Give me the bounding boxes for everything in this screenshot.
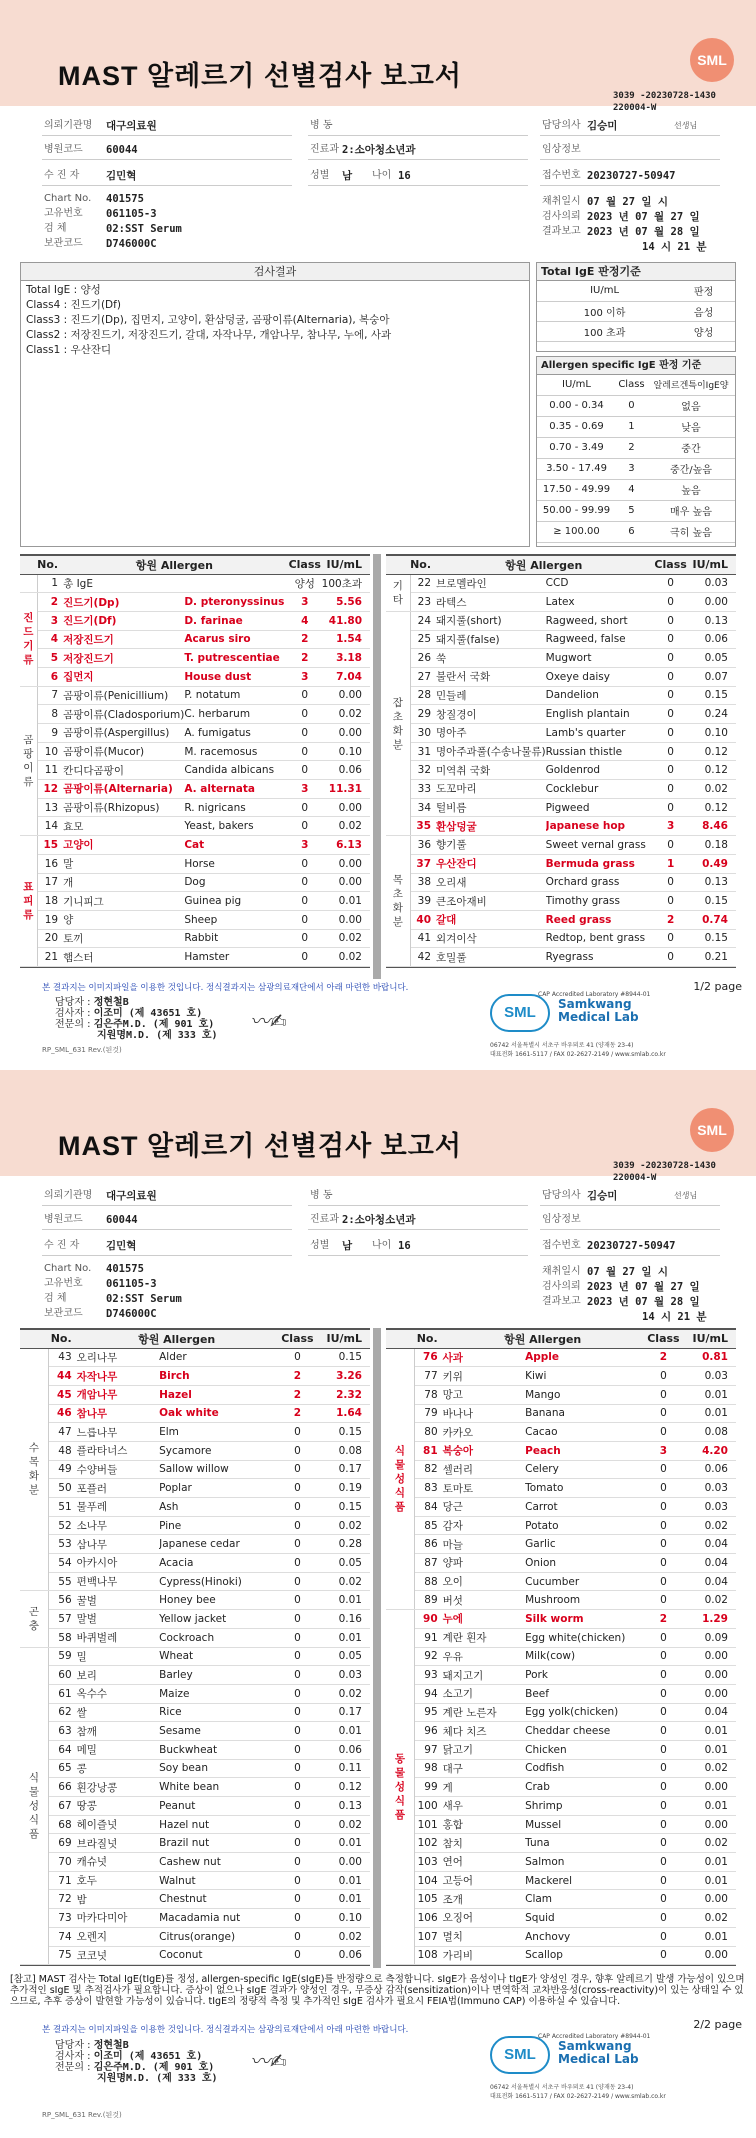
allergen-row: 89 버섯 Mushroom 0 0.02: [386, 1591, 736, 1610]
allergen-table-header: No. 항원 Allergen Class IU/mL: [20, 1330, 370, 1348]
signatures: 담당자 : 정현철B 검사자 : 이조미 (제 43651 호) 전문의 : 김은주M.D. (제 901 호) 지원명M.D. (제 333 호): [55, 997, 218, 1041]
lab-name: Samkwang Medical Lab: [558, 2039, 639, 2066]
allergen-row: 3 진드기(Df) D. farinae 4 41.80: [20, 611, 370, 630]
allergen-row: 95 계란 노른자 Egg yolk(chicken) 0 0.04: [386, 1703, 736, 1722]
image-file-note: 본 결과지는 이미지파일을 이용한 것입니다. 정식결과지는 삼광의료재단에서 아래 마련한 바랍니다.: [42, 2025, 409, 2035]
result-lines: Total IgE : 양성 Class4 : 진드기(Df) Class3 : 진드기(Dp), 집먼지, 고양이, 환삼덩굴, 곰팡이류(Alternaria), 복숭아 Class2 : 저장진드기, 저장진드기, 갈대, 자작나무, 개암나무, 참나무, 누에, 사과 Class1 : 우산잔디: [26, 284, 392, 356]
allergen-row: 99 게 Crab 0 0.00: [386, 1778, 736, 1797]
allergen-row: 108 가리비 Scallop 0 0.00: [386, 1946, 736, 1965]
allergen-row: 식 물 성 식 품 76 사과 Apple 2 0.81: [386, 1348, 736, 1367]
allergen-row: 73 마카다미아 Macadamia nut 0 0.10: [20, 1909, 370, 1928]
allergen-row: 8 곰팡이류(Cladosporium) C. herbarum 0 0.02: [20, 705, 370, 724]
allergen-row: 52 소나무 Pine 0 0.02: [20, 1516, 370, 1535]
allergen-row: 1 총 IgE 양성 100초과: [20, 574, 370, 593]
allergen-row: 82 셀러리 Celery 0 0.06: [386, 1460, 736, 1479]
report-number: 3039 -20230728-1430 220004-W: [613, 1161, 716, 1183]
allergen-row: 10 곰팡이류(Mucor) M. racemosus 0 0.10: [20, 742, 370, 761]
allergen-row: 77 키위 Kiwi 0 0.03: [386, 1367, 736, 1386]
allergen-row: 68 헤이즐넛 Hazel nut 0 0.02: [20, 1815, 370, 1834]
allergen-row: 6 집먼지 House dust 3 7.04: [20, 667, 370, 686]
allergen-row: 74 오렌지 Citrus(orange) 0 0.02: [20, 1927, 370, 1946]
allergen-row: 11 칸디다곰팡이 Candida albicans 0 0.06: [20, 761, 370, 780]
signature-scribble: 〰✍: [250, 2049, 287, 2073]
allergen-row: 62 쌀 Rice 0 0.17: [20, 1703, 370, 1722]
allergen-row: 91 계란 흰자 Egg white(chicken) 0 0.09: [386, 1628, 736, 1647]
allergen-row: 88 오이 Cucumber 0 0.04: [386, 1572, 736, 1591]
page-number: 2/2 page: [693, 2018, 742, 2031]
allergen-row: 5 저장진드기 T. putrescentiae 2 3.18: [20, 649, 370, 668]
allergen-row: 28 민들레 Dandelion 0 0.15: [386, 686, 736, 705]
allergen-row: 13 곰팡이류(Rhizopus) R. nigricans 0 0.00: [20, 798, 370, 817]
allergen-group-label: 진 드 기 류: [20, 593, 37, 686]
allergen-row: 19 양 Sheep 0 0.00: [20, 910, 370, 929]
image-file-note: 본 결과지는 이미지파일을 이용한 것입니다. 정식결과지는 삼광의료재단에서 아래 마련한 바랍니다.: [42, 983, 409, 993]
allergen-group-label: [20, 574, 37, 593]
allergen-row: 35 환삼덩굴 Japanese hop 3 8.46: [386, 817, 736, 836]
allergen-row: 25 돼지풀(false) Ragweed, false 0 0.06: [386, 630, 736, 649]
allergen-group-label: 기 타: [386, 574, 410, 611]
allergen-row: 46 참나무 Oak white 2 1.64: [20, 1404, 370, 1423]
sml-badge: SML: [690, 1108, 734, 1152]
allergen-row: 곰 팡 이 류 7 곰팡이류(Penicillium) P. notatum 0 0.00: [20, 686, 370, 705]
report-title: MAST 알레르기 선별검사 보고서: [58, 61, 462, 91]
allergen-table-header: No. 항원 Allergen Class IU/mL: [20, 556, 370, 574]
allergen-row: 진 드 기 류 2 진드기(Dp) D. pteronyssinus 3 5.56: [20, 593, 370, 612]
signature-scribble: 〰✍: [250, 1009, 287, 1033]
report-page-1: MAST 알레르기 선별검사 보고서 SML 3039 -20230728-1430 220004-W 의뢰기관명 대구의료원 병원코드 60044 수 진 자 김민혁 Chart No. 401575 고유번호 061105-3 검 체 02:SST Serum 보관코드 D746000C 병 동 진료과 2:소아청소년과 성별 남 나이 16 담당의사 김승미 선생님 임상정보 접수번호 20230727-50947 채취일시 07 월 27 일 시 검사의뢰 2023 년 07 월 27 일 결과보고 2023 년 07 월 28 일 14 시 21 분 검사결과 Total IgE : 양성 Class4 : 진드기(Df) Class3 : 진드기(Dp), 집먼지, 고양이, 환삼덩굴, 곰팡이류(Alternaria), 복숭아 Class2 : 저장진드기, 저장진드기, 갈대, 자작나무, 개암나무, 참나무, 누에, 사과 Class1 : 우산잔디 Total IgE 판정기준 IU/mL 판정 100 이하 음성 100 초과 양성 Allergen specific IgE 판정 기준 IU/mL Class 알레르겐특이IgE양 0.00 - 0.34 0 없음 0.35 - 0.69 1 낮음 0.70 - 3.49 2 중간 3.50 - 17.49 3 중간/높음 17.50 - 49.99 4 높음 50.00 - 99.99 5 매우 높음 ≥ 100.00 6 극히 높음 No. 항원 Allergen Class IU/mL 1 총 IgE 양성 100초과 진 드 기 류 2 진드기(Dp) D. pteronyssinus 3 5.56 3 진드기(Df) D. farinae 4 41.80 4 저장진드기 Acarus siro 2 1.54 5 저장진드기 T. putrescentiae 2 3.18 6 집먼지 House dust 3 7.04 곰 팡 이 류 7 곰팡이류(Penicillium) P. notatum 0 0.00 8 곰팡이류(Cladosporium) C. herbarum 0 0.02 9 곰팡이류(Aspergillus) A. fumigatus 0 0.00 10 곰팡이류(Mucor) M. racemosus 0 0.10 11 칸디다곰팡이 Candida albicans 0 0.06 12 곰팡이류(Alternaria) A. alternata 3 11.31 13 곰팡이류(Rhizopus) R. nigricans 0 0.00 14 효모 Yeast, bakers 0 0.02 표 피 류 15 고양이 Cat 3 6.13 16 말 Horse 0 0.00 17 개 Dog 0 0.00 18 기니피그 Guinea pig 0 0.01 19 양 Sheep 0 0.00 20 토끼 Rabbit 0 0.02 21 햄스터 Hamster 0 0.02 No. 항원 Allergen Class IU/mL 기 타 22 브로멜라인 CCD 0 0.03 23 라텍스 Latex 0 0.00 잡 초 화 분 24 돼지풀(short) Ragweed, short 0 0.13 25 돼지풀(false) Ragweed, false 0 0.06 26 쑥 Mugwort 0 0.05 27 불란서 국화 Oxeye daisy 0 0.07 28 민들레 Dandelion 0 0.15 29 창질경이 English plantain 0 0.24 30 명아주 Lamb's quarter 0 0.10 31 명아주과풀(수송나물류) Russian thistle 0 0.12 32 미역취 국화 Goldenrod 0 0.12 33 도꼬마리 Cocklebur 0 0.02 34 털비름 Pigweed 0 0.12 35 환삼덩굴 Japanese hop 3 8.46 목 초 화 분 36 향기풀 Sweet vernal grass 0 0.18 37 우산잔디 Bermuda grass 1 0.49 38 오리새 Orchard grass 0 0.13 39 큰조아재비 Timothy grass 0 0.15 40 갈대 Reed grass 2 0.74 41 외겨이삭 Redtop, bent grass 0 0.15 42 호밀풀 Ryegrass 0 0.21 본 결과지는 이미지파일을 이용한 것입니다. 정식결과지는 삼광의료재단에서 아래 마련한 바랍니다. CAP Accredited Laboratory #8944-01 1/2 page 담당자 : 정현철B 검사자 : 이조미 (제 43651 호) 전문의 : 김은주M.D. (제 901 호) 지원명M.D. (제 333 호) 〰✍ SML Samkwang Medical Lab 06742 서울특별시 서초구 바우뫼로 41 (양재동 23-4) 대표전화 1661-5117 / FAX 02-2627-2149 / www.smlab.co.kr RP_SML_631 Rev.(된것): [0, 0, 756, 1062]
allergen-row: 75 코코넛 Coconut 0 0.06: [20, 1946, 370, 1965]
sml-logo: SML: [490, 994, 550, 1032]
allergen-row: 39 큰조아재비 Timothy grass 0 0.15: [386, 892, 736, 911]
allergen-row: 64 메밀 Buckwheat 0 0.06: [20, 1740, 370, 1759]
allergen-row: 105 조개 Clam 0 0.00: [386, 1890, 736, 1909]
allergen-group-label: 동 물 성 식 품: [386, 1610, 414, 1965]
allergen-row: 37 우산잔디 Bermuda grass 1 0.49: [386, 854, 736, 873]
report-title: MAST 알레르기 선별검사 보고서: [58, 1131, 462, 1161]
allergen-row: 표 피 류 15 고양이 Cat 3 6.13: [20, 836, 370, 855]
allergen-row: 96 체다 치즈 Cheddar cheese 0 0.01: [386, 1722, 736, 1741]
total-ige-criteria: Total IgE 판정기준 IU/mL 판정 100 이하 음성 100 초과 양성: [536, 262, 736, 352]
allergen-row: 100 새우 Shrimp 0 0.01: [386, 1797, 736, 1816]
allergen-row: 20 토끼 Rabbit 0 0.02: [20, 929, 370, 948]
allergen-table-p1-right: [386, 554, 736, 968]
allergen-row: 98 대구 Codfish 0 0.02: [386, 1759, 736, 1778]
allergen-row: 66 흰강낭콩 White bean 0 0.12: [20, 1778, 370, 1797]
allergen-row: 106 오징어 Squid 0 0.02: [386, 1909, 736, 1928]
criteria-row: 0.00 - 0.34 0 없음: [537, 395, 735, 416]
allergen-row: 곤 충 56 꿀벌 Honey bee 0 0.01: [20, 1591, 370, 1610]
allergen-group-label: 수 목 화 분: [20, 1348, 48, 1591]
allergen-group-label: 표 피 류: [20, 836, 37, 967]
sml-badge: SML: [690, 38, 734, 82]
allergen-row: 71 호두 Walnut 0 0.01: [20, 1871, 370, 1890]
allergen-group-label: 곤 충: [20, 1591, 48, 1647]
allergen-row: 40 갈대 Reed grass 2 0.74: [386, 910, 736, 929]
allergen-table-p1-left: [20, 554, 370, 968]
allergen-row: 69 브라질넛 Brazil nut 0 0.01: [20, 1834, 370, 1853]
allergen-row: 78 망고 Mango 0 0.01: [386, 1385, 736, 1404]
criteria-row: 3.50 - 17.49 3 중간/높음: [537, 458, 735, 479]
allergen-row: 79 바나나 Banana 0 0.01: [386, 1404, 736, 1423]
allergen-row: 잡 초 화 분 24 돼지풀(short) Ragweed, short 0 0.13: [386, 611, 736, 630]
allergen-table-header: No. 항원 Allergen Class IU/mL: [386, 556, 736, 574]
allergen-row: 42 호밀풀 Ryegrass 0 0.21: [386, 948, 736, 967]
allergen-row: 92 우유 Milk(cow) 0 0.00: [386, 1647, 736, 1666]
allergen-row: 49 수양버들 Sallow willow 0 0.17: [20, 1460, 370, 1479]
criteria-row: 50.00 - 99.99 5 매우 높음: [537, 500, 735, 521]
allergen-row: 기 타 22 브로멜라인 CCD 0 0.03: [386, 574, 736, 593]
allergen-row: 102 참치 Tuna 0 0.02: [386, 1834, 736, 1853]
allergen-row: 58 바퀴벌레 Cockroach 0 0.01: [20, 1628, 370, 1647]
allergen-row: 53 삼나무 Japanese cedar 0 0.28: [20, 1535, 370, 1554]
allergen-table-header: No. 항원 Allergen Class IU/mL: [386, 1330, 736, 1348]
allergen-group-label: 식 물 성 식 품: [20, 1647, 48, 1965]
sml-logo: SML: [490, 2036, 550, 2074]
patient-info: 의뢰기관명 대구의료원 병원코드 60044 수 진 자 김민혁 Chart No. 401575 고유번호 061105-3 검 체 02:SST Serum 보관코드 D746000C 병 동 진료과 2:소아청소년과 성별 남 나이 16 담당의사 김승미 선생님 임상정보 접수번호 20230727-50947 채취일시 07 월 27 일 시 검사의뢰 2023 년 07 월 27 일 결과보고 2023 년 07 월 28 일 14 시 21 분: [42, 118, 722, 258]
allergen-row: 26 쑥 Mugwort 0 0.05: [386, 649, 736, 668]
allergen-row: 86 마늘 Garlic 0 0.04: [386, 1535, 736, 1554]
allergen-row: 9 곰팡이류(Aspergillus) A. fumigatus 0 0.00: [20, 724, 370, 743]
allergen-row: 60 보리 Barley 0 0.03: [20, 1666, 370, 1685]
page-number: 1/2 page: [693, 980, 742, 993]
allergen-group-label: 식 물 성 식 품: [386, 1348, 414, 1610]
allergen-row: 65 콩 Soy bean 0 0.11: [20, 1759, 370, 1778]
criteria-row: ≥ 100.00 6 극히 높음: [537, 521, 735, 542]
allergen-group-label: 잡 초 화 분: [386, 611, 410, 835]
allergen-row: 동 물 성 식 품 90 누에 Silk worm 2 1.29: [386, 1610, 736, 1629]
allergen-row: 57 말벌 Yellow jacket 0 0.16: [20, 1610, 370, 1629]
allergen-row: 목 초 화 분 36 향기풀 Sweet vernal grass 0 0.18: [386, 836, 736, 855]
result-summary: 검사결과 Total IgE : 양성 Class4 : 진드기(Df) Class3 : 진드기(Dp), 집먼지, 고양이, 환삼덩굴, 곰팡이류(Alternaria), 복숭아 Class2 : 저장진드기, 저장진드기, 갈대, 자작나무, 개암나무, 참나무, 누에, 사과 Class1 : 우산잔디: [20, 262, 530, 547]
allergen-row: 80 카카오 Cacao 0 0.08: [386, 1423, 736, 1442]
lab-name: Samkwang Medical Lab: [558, 997, 639, 1024]
allergen-row: 61 옥수수 Maize 0 0.02: [20, 1684, 370, 1703]
allergen-group-label: 곰 팡 이 류: [20, 686, 37, 836]
allergen-row: 45 개암나무 Hazel 2 2.32: [20, 1385, 370, 1404]
allergen-row: 수 목 화 분 43 오리나무 Alder 0 0.15: [20, 1348, 370, 1367]
allergen-row: 38 오리새 Orchard grass 0 0.13: [386, 873, 736, 892]
allergen-row: 32 미역취 국화 Goldenrod 0 0.12: [386, 761, 736, 780]
allergen-row: 84 당근 Carrot 0 0.03: [386, 1498, 736, 1517]
allergen-row: 44 자작나무 Birch 2 3.26: [20, 1367, 370, 1386]
patient-info: 의뢰기관명 대구의료원 병원코드 60044 수 진 자 김민혁 Chart No. 401575 고유번호 061105-3 검 체 02:SST Serum 보관코드 D746000C 병 동 진료과 2:소아청소년과 성별 남 나이 16 담당의사 김승미 선생님 임상정보 접수번호 20230727-50947 채취일시 07 월 27 일 시 검사의뢰 2023 년 07 월 27 일 결과보고 2023 년 07 월 28 일 14 시 21 분: [42, 1188, 722, 1328]
allergen-row: 47 느릅나무 Elm 0 0.15: [20, 1423, 370, 1442]
allergen-row: 97 닭고기 Chicken 0 0.01: [386, 1740, 736, 1759]
allergen-row: 107 멸치 Anchovy 0 0.01: [386, 1927, 736, 1946]
allergen-table-p2-left: [20, 1328, 370, 1966]
allergen-row: 83 토마토 Tomato 0 0.03: [386, 1479, 736, 1498]
allergen-row: 93 돼지고기 Pork 0 0.00: [386, 1666, 736, 1685]
allergen-row: 51 물푸레 Ash 0 0.15: [20, 1498, 370, 1517]
allergen-row: 87 양파 Onion 0 0.04: [386, 1554, 736, 1573]
report-page-2: MAST 알레르기 선별검사 보고서 SML 3039 -20230728-1430 220004-W 의뢰기관명 대구의료원 병원코드 60044 수 진 자 김민혁 Chart No. 401575 고유번호 061105-3 검 체 02:SST Serum 보관코드 D746000C 병 동 진료과 2:소아청소년과 성별 남 나이 16 담당의사 김승미 선생님 임상정보 접수번호 20230727-50947 채취일시 07 월 27 일 시 검사의뢰 2023 년 07 월 27 일 결과보고 2023 년 07 월 28 일 14 시 21 분 No. 항원 Allergen Class IU/mL 수 목 화 분 43 오리나무 Alder 0 0.15 44 자작나무 Birch 2 3.26 45 개암나무 Hazel 2 2.32 46 참나무 Oak white 2 1.64 47 느릅나무 Elm 0 0.15 48 플라타너스 Sycamore 0 0.08 49 수양버들 Sallow willow 0 0.17 50 포플러 Poplar 0 0.19 51 물푸레 Ash 0 0.15 52 소나무 Pine 0 0.02 53 삼나무 Japanese cedar 0 0.28 54 아카시아 Acacia 0 0.05 55 편백나무 Cypress(Hinoki) 0 0.02 곤 충 56 꿀벌 Honey bee 0 0.01 57 말벌 Yellow jacket 0 0.16 58 바퀴벌레 Cockroach 0 0.01 식 물 성 식 품 59 밀 Wheat 0 0.05 60 보리 Barley 0 0.03 61 옥수수 Maize 0 0.02 62 쌀 Rice 0 0.17 63 참깨 Sesame 0 0.01 64 메밀 Buckwheat 0 0.06 65 콩 Soy bean 0 0.11 66 흰강낭콩 White bean 0 0.12 67 땅콩 Peanut 0 0.13 68 헤이즐넛 Hazel nut 0 0.02 69 브라질넛 Brazil nut 0 0.01 70 캐슈넛 Cashew nut 0 0.00 71 호두 Walnut 0 0.01 72 밤 Chestnut 0 0.01 73 마카다미아 Macadamia nut 0 0.10 74 오렌지 Citrus(orange) 0 0.02 75 코코넛 Coconut 0 0.06 No. 항원 Allergen Class IU/mL 식 물 성 식 품 76 사과 Apple 2 0.81 77 키위 Kiwi 0 0.03 78 망고 Mango 0 0.01 79 바나나 Banana 0 0.01 80 카카오 Cacao 0 0.08 81 복숭아 Peach 3 4.20 82 셀러리 Celery 0 0.06 83 토마토 Tomato 0 0.03 84 당근 Carrot 0 0.03 85 감자 Potato 0 0.02 86 마늘 Garlic 0 0.04 87 양파 Onion 0 0.04 88 오이 Cucumber 0 0.04 89 버섯 Mushroom 0 0.02 동 물 성 식 품 90 누에 Silk worm 2 1.29 91 계란 흰자 Egg white(chicken) 0 0.09 92 우유 Milk(cow) 0 0.00 93 돼지고기 Pork 0 0.00 94 소고기 Beef 0 0.00 95 계란 노른자 Egg yolk(chicken) 0 0.04 96 체다 치즈 Cheddar cheese 0 0.01 97 닭고기 Chicken 0 0.01 98 대구 Codfish 0 0.02 99 게 Crab 0 0.00 100 새우 Shrimp 0 0.01 101 홍합 Mussel 0 0.00 102 참치 Tuna 0 0.02 103 연어 Salmon 0 0.01 104 고등어 Mackerel 0 0.01 105 조개 Clam 0 0.00 106 오징어 Squid 0 0.02 107 멸치 Anchovy 0 0.01 108 가리비 Scallop 0 0.00 [참고] MAST 검사는 Total IgE(tIgE)를 정성, allergen-specific IgE(sIgE)를 반정량으로 측정합니다. sIgE가 음성이나 tIgE가 양성인 경우, 향후 알레르기 발생 가능성이 있으며 추가적인 sIgE 및 추적검사가 필요합니다. 증상이 없으나 sIgE 결과가 양성인 경우, 무증상 감작(sensitization)이나 면역학적 교차반응성(cross-reactivity)이 있는 상태일 수 있으므로, 추후 증상이 발현할 가능성이 있습니다. tIgE의 정량적 측정 및 추가적인 sIgE 검사가 필요시 FEIA법(Immuno CAP) 이용하실 수 있습니다. 본 결과지는 이미지파일을 이용한 것입니다. 정식결과지는 삼광의료재단에서 아래 마련한 바랍니다. CAP Accredited Laboratory #8944-01 2/2 page 담당자 : 정현철B 검사자 : 이조미 (제 43651 호) 전문의 : 김은주M.D. (제 901 호) 지원명M.D. (제 333 호) 〰✍ SML Samkwang Medical Lab 06742 서울특별시 서초구 바우뫼로 41 (양재동 23-4) 대표전화 1661-5117 / FAX 02-2627-2149 / www.smlab.co.kr RP_SML_631 Rev.(된것): [0, 1070, 756, 2132]
signatures: 담당자 : 정현철B 검사자 : 이조미 (제 43651 호) 전문의 : 김은주M.D. (제 901 호) 지원명M.D. (제 333 호): [55, 2040, 218, 2084]
allergen-row: 63 참깨 Sesame 0 0.01: [20, 1722, 370, 1741]
allergen-row: 29 창질경이 English plantain 0 0.24: [386, 705, 736, 724]
reference-note: [참고] MAST 검사는 Total IgE(tIgE)를 정성, allergen-specific IgE(sIgE)를 반정량으로 측정합니다. sIgE가 음성이나 tIgE가 양성인 경우, 향후 알레르기 발생 가능성이 있으며 추가적인 sIgE 및 추적검사가 필요합니다. 증상이 없으나 sIgE 결과가 양성인 경우, 무증상 감작(sensitization)이나 면역학적 교차반응성(cross-reactivity)이 있는 상태일 수 있으므로, 추후 증상이 발현할 가능성이 있습니다. tIgE의 정량적 측정 및 추가적인 sIgE 검사가 필요시 FEIA법(Immuno CAP) 이용하실 수 있습니다.: [10, 1974, 745, 2007]
allergen-row: 101 홍합 Mussel 0 0.00: [386, 1815, 736, 1834]
allergen-row: 식 물 성 식 품 59 밀 Wheat 0 0.05: [20, 1647, 370, 1666]
allergen-row: 33 도꼬마리 Cocklebur 0 0.02: [386, 780, 736, 799]
allergen-row: 70 캐슈넛 Cashew nut 0 0.00: [20, 1853, 370, 1872]
allergen-row: 67 땅콩 Peanut 0 0.13: [20, 1797, 370, 1816]
allergen-row: 41 외겨이삭 Redtop, bent grass 0 0.15: [386, 929, 736, 948]
criteria-row: 0.35 - 0.69 1 낮음: [537, 416, 735, 437]
criteria-row: 17.50 - 49.99 4 높음: [537, 479, 735, 500]
allergen-row: 103 연어 Salmon 0 0.01: [386, 1853, 736, 1872]
allergen-row: 30 명아주 Lamb's quarter 0 0.10: [386, 724, 736, 743]
allergen-row: 18 기니피그 Guinea pig 0 0.01: [20, 892, 370, 911]
allergen-table-p2-right: [386, 1328, 736, 1966]
allergen-row: 34 털비름 Pigweed 0 0.12: [386, 798, 736, 817]
allergen-row: 16 말 Horse 0 0.00: [20, 854, 370, 873]
allergen-row: 94 소고기 Beef 0 0.00: [386, 1684, 736, 1703]
allergen-row: 4 저장진드기 Acarus siro 2 1.54: [20, 630, 370, 649]
allergen-row: 48 플라타너스 Sycamore 0 0.08: [20, 1441, 370, 1460]
allergen-row: 54 아카시아 Acacia 0 0.05: [20, 1554, 370, 1573]
allergen-group-label: 목 초 화 분: [386, 836, 410, 967]
report-number: 3039 -20230728-1430 220004-W: [613, 91, 716, 113]
allergen-row: 85 감자 Potato 0 0.02: [386, 1516, 736, 1535]
allergen-row: 17 개 Dog 0 0.00: [20, 873, 370, 892]
allergen-row: 23 라텍스 Latex 0 0.00: [386, 593, 736, 612]
specific-ige-criteria: Allergen specific IgE 판정 기준 IU/mL Class 알레르겐특이IgE양 0.00 - 0.34 0 없음 0.35 - 0.69 1 낮음 0.70 - 3.49 2 중간 3.50 - 17.49 3 중간/높음 17.50 - 49.99 4 높음 50.00 - 99.99 5 매우 높음 ≥ 100.00 6 극히 높음: [536, 356, 736, 547]
allergen-row: 81 복숭아 Peach 3 4.20: [386, 1441, 736, 1460]
allergen-row: 27 불란서 국화 Oxeye daisy 0 0.07: [386, 667, 736, 686]
allergen-row: 12 곰팡이류(Alternaria) A. alternata 3 11.31: [20, 780, 370, 799]
allergen-row: 55 편백나무 Cypress(Hinoki) 0 0.02: [20, 1572, 370, 1591]
allergen-row: 21 햄스터 Hamster 0 0.02: [20, 948, 370, 967]
allergen-row: 104 고등어 Mackerel 0 0.01: [386, 1871, 736, 1890]
allergen-row: 50 포플러 Poplar 0 0.19: [20, 1479, 370, 1498]
allergen-row: 31 명아주과풀(수송나물류) Russian thistle 0 0.12: [386, 742, 736, 761]
criteria-row: 0.70 - 3.49 2 중간: [537, 437, 735, 458]
allergen-row: 72 밤 Chestnut 0 0.01: [20, 1890, 370, 1909]
allergen-row: 14 효모 Yeast, bakers 0 0.02: [20, 817, 370, 836]
